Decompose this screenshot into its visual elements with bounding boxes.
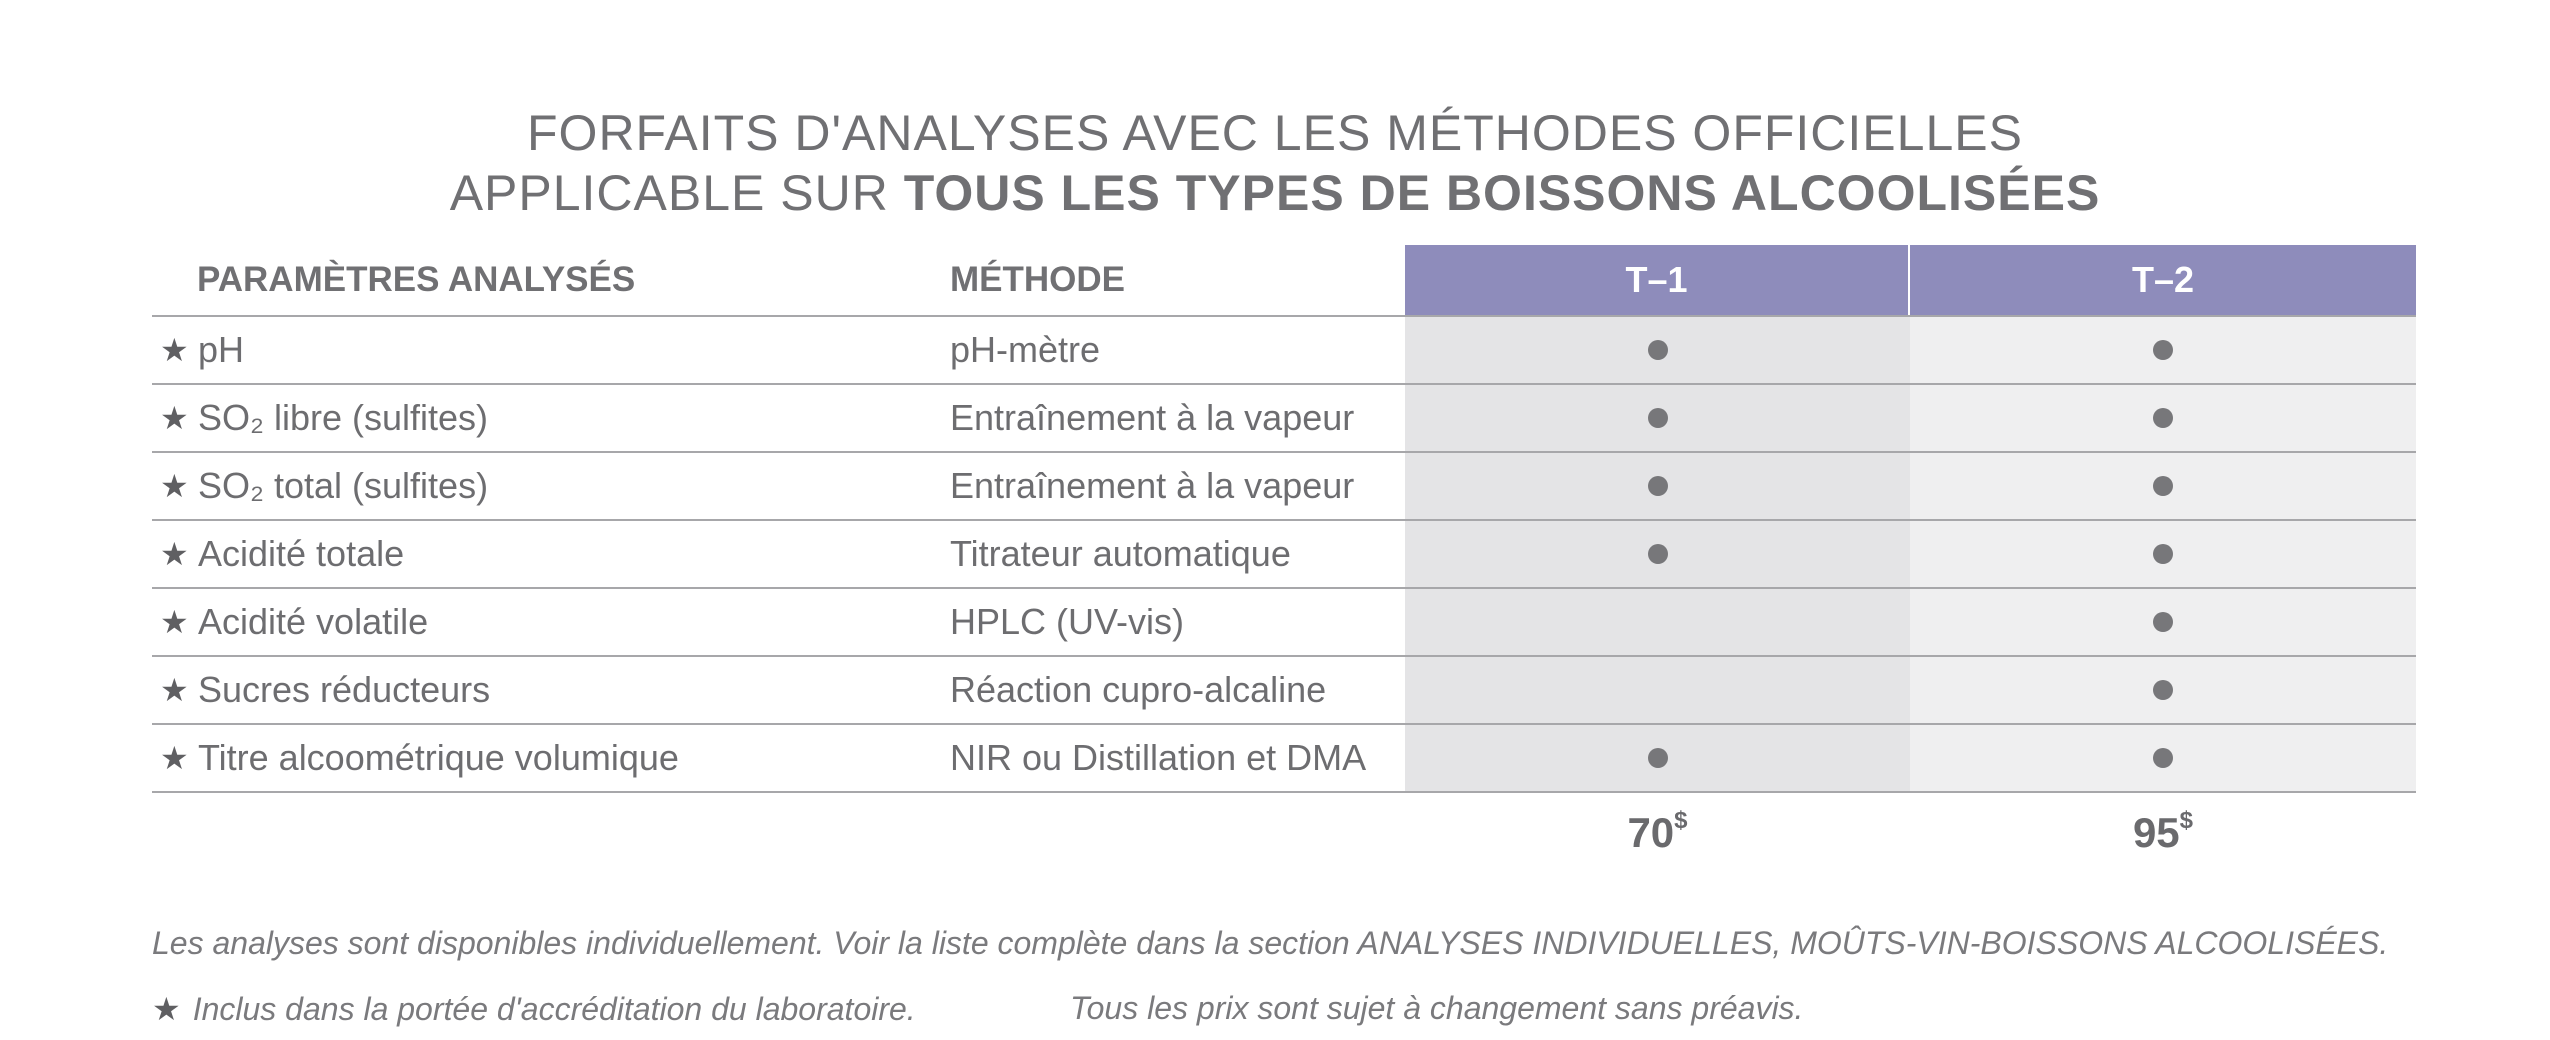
param-label: Acidité volatile [198,601,429,642]
table-row [152,453,2416,521]
param-cell [152,385,902,451]
price-t1-value: 70 [1627,809,1675,856]
t1-cell [1405,725,1910,791]
star-icon: ★ [160,604,189,640]
param-cell [152,657,902,723]
included-dot-icon [2153,544,2173,564]
table-row [152,521,2416,589]
method-cell: NIR ou Distillation et DMA [950,737,1367,778]
included-dot-icon [2153,476,2173,496]
method-cell: Réaction cupro-alcaline [950,669,1327,710]
header-t2: T–2 [1910,245,2416,315]
t2-cell [1910,725,2416,791]
param-cell [152,453,902,519]
t2-cell [1910,385,2416,451]
included-dot-icon [2153,612,2173,632]
subtitle-light: APPLICABLE SUR [449,165,904,221]
param-label: SO₂ total (sulfites) [198,465,489,506]
included-dot-icon [1648,476,1668,496]
table-body [152,317,2416,793]
t1-cell [1405,317,1910,383]
param-label: pH [198,329,245,370]
t1-cell [1405,453,1910,519]
param-label: SO₂ libre (sulfites) [198,397,489,438]
table-row [152,725,2416,793]
price-row [152,793,2416,873]
method-cell: Titrateur automatique [950,533,1291,574]
subtitle-bold: TOUS LES TYPES DE BOISSONS ALCOOLISÉES [903,165,2101,221]
star-icon: ★ [160,332,189,368]
included-dot-icon [2153,408,2173,428]
page-subtitle [0,163,2550,223]
price-t2 [1910,793,2416,873]
method-cell: pH-mètre [950,329,1101,370]
header-param: PARAMÈTRES ANALYSÉS [197,260,636,299]
included-dot-icon [1648,748,1668,768]
t1-cell [1405,385,1910,451]
param-cell [152,521,902,587]
included-dot-icon [2153,680,2173,700]
param-label: Titre alcoométrique volumique [198,737,679,778]
t2-cell [1910,453,2416,519]
note-accreditation-text: Inclus dans la portée d'accréditation du laboratoire. [192,991,916,1027]
header-t1: T–1 [1405,245,1910,315]
t2-cell [1910,317,2416,383]
star-icon: ★ [160,672,189,708]
price-t2-currency: $ [2179,807,2194,834]
included-dot-icon [2153,340,2173,360]
t1-cell [1405,657,1910,723]
t2-cell [1910,657,2416,723]
page-title: FORFAITS D'ANALYSES AVEC LES MÉTHODES OFFICIELLES [527,105,2023,161]
note-prices: Tous les prix sont sujet à changement sans préavis. [1070,990,1804,1026]
included-dot-icon [1648,408,1668,428]
table-row [152,589,2416,657]
analysis-table [152,245,2416,873]
t1-cell [1405,521,1910,587]
note-accreditation [152,990,916,1028]
header-method: MÉTHODE [950,260,1125,299]
t2-cell [1910,521,2416,587]
star-icon: ★ [160,740,189,776]
star-icon: ★ [160,400,189,436]
star-icon: ★ [152,991,181,1027]
method-cell: Entraînement à la vapeur [950,465,1355,506]
table-row [152,385,2416,453]
note-individual: Les analyses sont disponibles individuellement. Voir la liste complète dans la section ANALYSES INDIVIDUELLES, MOÛTS-VIN-BOISSONS ALCOOLISÉES. [152,925,2389,961]
price-t1 [1405,793,1910,873]
t2-cell [1910,589,2416,655]
param-cell [152,725,902,791]
table-row [152,657,2416,725]
param-label: Acidité totale [198,533,405,574]
t1-cell [1405,589,1910,655]
price-t1-currency: $ [1674,807,1688,834]
included-dot-icon [1648,340,1668,360]
param-cell [152,589,902,655]
method-cell: Entraînement à la vapeur [950,397,1355,438]
param-cell [152,317,902,383]
param-label: Sucres réducteurs [198,669,491,710]
included-dot-icon [2153,748,2173,768]
star-icon: ★ [160,536,189,572]
price-t2-value: 95 [2132,809,2180,856]
table-header-row [152,245,2416,317]
included-dot-icon [1648,544,1668,564]
method-cell: HPLC (UV-vis) [950,601,1185,642]
star-icon: ★ [160,468,189,504]
table-row [152,317,2416,385]
